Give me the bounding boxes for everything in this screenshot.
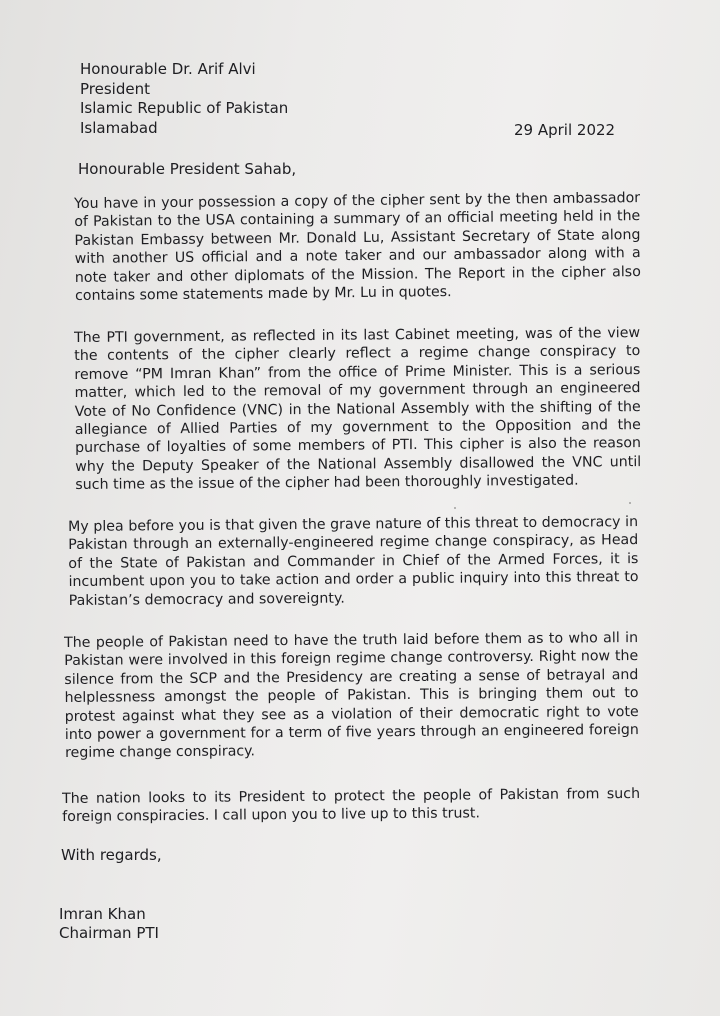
paragraph-people-truth: The people of Pakistan need to have the truth laid before them as to who all in Pakistan were involved in this foreign regime change controversy. Right now the silence from the SCP and the Presidency are creating a sense of betrayal and helplessness amongst the people of Pakistan. This is bringing them out to protest against what they see as a violation of their democratic right to vote into power a government for a term of five years through an engineered foreign regime change conspiracy. xyxy=(64,629,639,762)
letter-date: 29 April 2022 xyxy=(514,121,616,139)
paragraph-government-view: The PTI government, as reflected in its last Cabinet meeting, was of the view the contents of the cipher clearly reflect a regime change conspiracy to remove “PM Imran Khan” from the office of Prime Minister. This is a serious matter, which led to the removal of my government through an engineered Vote of No Confidence (VNC) in the National Assembly with the shifting of the allegiance of Allied Parties of my government to the Opposition and the purchase of loyalties of some members of PTI. This cipher is also the reason why the Deputy Speaker of the National Assembly disallowed the VNC until such time as the issue of the cipher had been thoroughly investigated. xyxy=(74,325,642,494)
signature-block xyxy=(59,905,159,943)
paragraph-cipher-possession: You have in your possession a copy of the cipher sent by the then ambassador of Pakistan to the USA containing a summary of an official meeting held in the Pakistan Embassy between Mr. Donald Lu, Assistant Secretary of State along with another US official and a note taker and our ambassador along with a note taker and other diplomats of the Mission. The Report in the cipher also contains some statements made by Mr. Lu in quotes. xyxy=(74,190,641,305)
paper-speck xyxy=(629,502,631,504)
salutation: Honourable President Sahab, xyxy=(78,160,297,178)
paragraph-plea: My plea before you is that given the grave nature of this threat to democracy in Pakistan through an externally-engineered regime change conspiracy, as Head of the State of Pakistan and Commander in Chief of the Armed Forces, it is incumbent upon you to take action and order a public inquiry into this threat to Pakistan’s democracy and sovereignty. xyxy=(68,514,639,609)
paragraph-nation-appeal: The nation looks to its President to protect the people of Pakistan from such foreign conspiracies. I call upon you to live up to this trust. xyxy=(62,785,641,826)
recipient-city: Islamabad xyxy=(80,118,158,137)
recipient-country: Islamic Republic of Pakistan xyxy=(80,99,289,117)
recipient-title: President xyxy=(80,79,150,98)
paper-speck xyxy=(454,507,456,509)
closing-regards: With regards, xyxy=(61,846,162,864)
signatory-title: Chairman PTI xyxy=(59,924,159,942)
recipient-address xyxy=(80,60,288,138)
signatory-name: Imran Khan xyxy=(59,905,146,923)
recipient-name: Honourable Dr. Arif Alvi xyxy=(80,60,256,78)
